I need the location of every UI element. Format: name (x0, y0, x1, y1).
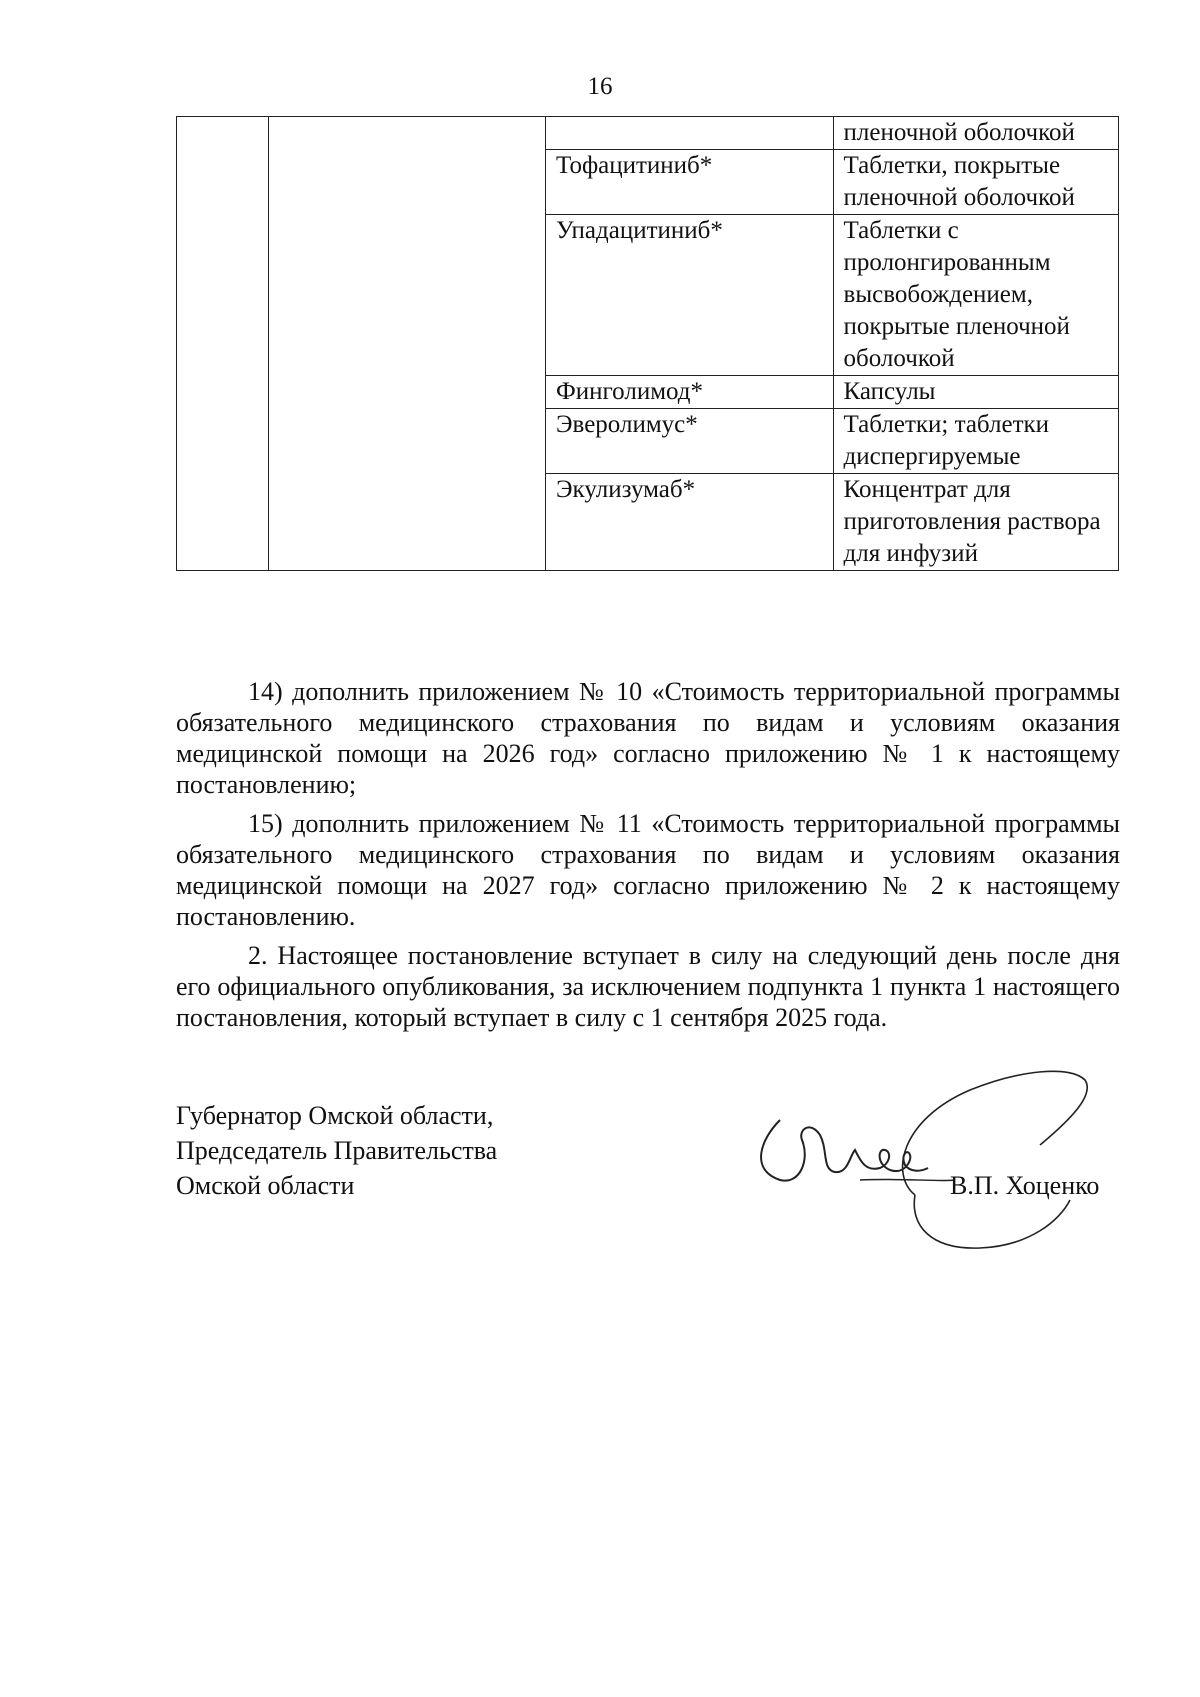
empty-cell-col2 (268, 117, 545, 571)
drug-name-cell: Экулизумаб* (546, 474, 833, 571)
drug-form-cell: Капсулы (833, 376, 1118, 409)
drug-form-cell: Таблетки; таблетки диспергируемые (833, 409, 1118, 474)
drug-name-cell: Упадацитиниб* (546, 215, 833, 376)
signer-title-line3: Омской области (176, 1171, 355, 1200)
drug-name-cell (546, 117, 833, 150)
table-row (177, 117, 1119, 150)
paragraph-15: 15) дополнить приложением № 11 «Стоимость территориальной программы обязательного медицинского страхования по видам и условиям оказания медицинской помощи на 2027 год» согласно приложению № 2 к настоящему постановлению. (176, 809, 1120, 931)
signature-image (740, 1060, 1140, 1260)
drug-form-cell: пленочной оболочкой (833, 117, 1118, 150)
signer-name: В.П. Хоценко (950, 1171, 1100, 1200)
signer-block (176, 1098, 497, 1203)
drug-name-cell: Эверолимус* (546, 409, 833, 474)
empty-cell-col1 (177, 117, 269, 571)
page-number: 16 (587, 73, 613, 100)
drug-table (176, 116, 1119, 571)
paragraph-2: 2. Настоящее постановление вступает в силу на следующий день после дня его официального опубликования, за исключением подпункта 1 пункта 1 настоящего постановления, который вступает в силу с 1 сентября 2025 года. (176, 941, 1120, 1032)
signer-title-line1: Губернатор Омской области, (176, 1101, 494, 1130)
signer-title-line2: Председатель Правительства (176, 1136, 498, 1165)
drug-name-cell: Финголимод* (546, 376, 833, 409)
drug-form-cell: Таблетки с пролонгированным высвобождением, покрытые пленочной оболочкой (833, 215, 1118, 376)
drug-name-cell: Тофацитиниб* (546, 150, 833, 215)
drug-form-cell: Таблетки, покрытые пленочной оболочкой (833, 150, 1118, 215)
paragraph-14: 14) дополнить приложением № 10 «Стоимость территориальной программы обязательного медицинского страхования по видам и условиям оказания медицинской помощи на 2026 год» согласно приложению № 1 к настоящему постановлению; (176, 677, 1120, 799)
drug-form-cell: Концентрат для приготовления раствора для инфузий (833, 474, 1118, 571)
